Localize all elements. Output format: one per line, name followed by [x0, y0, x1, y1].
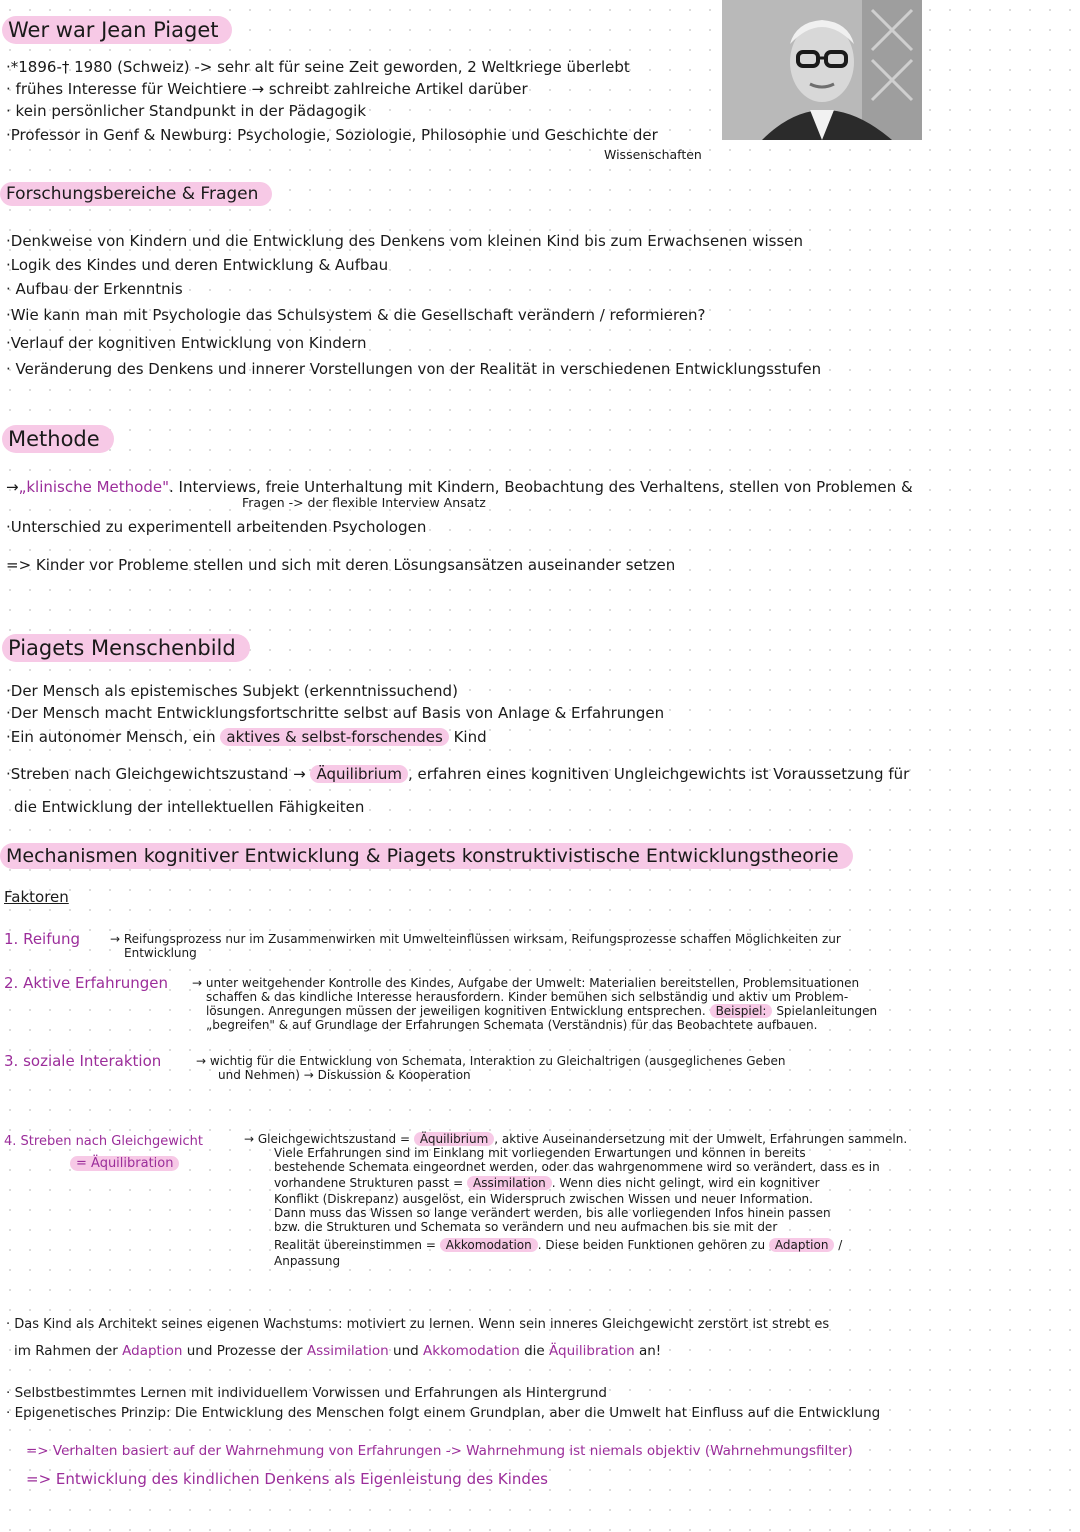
closing-line-4: · Epigenetisches Prinzip: Die Entwicklung des Menschen folgt einem Grundplan, aber die Umwelt hat Einfluss auf die Entwicklung	[6, 1405, 881, 1421]
closing-line-6: => Entwicklung des kindlichen Denkens als Eigenleistung des Kindes	[26, 1470, 548, 1488]
factor-4-assimilation: Assimilation	[467, 1176, 552, 1190]
factor-2-text	[192, 976, 877, 1032]
factor-2-name: 2. Aktive Erfahrungen	[4, 974, 169, 992]
closing-accommodation: Akkomodation	[423, 1343, 520, 1359]
factor-1-label	[4, 930, 80, 948]
research-line-4: ·Wie kann man mit Psychologie das Schulsystem & die Gesellschaft verändern / reformieren?	[6, 306, 706, 324]
bio-line-1: ·*1896-† 1980 (Schweiz) -> sehr alt für seine Zeit geworden, 2 Weltkriege überlebt	[6, 58, 630, 76]
closing-line-2	[14, 1342, 661, 1360]
factor-3-name: 3. soziale Interaktion	[4, 1052, 162, 1070]
heading-mechanisms: Mechanismen kognitiver Entwicklung & Piagets konstruktivistische Entwicklungstheorie	[0, 843, 853, 869]
factor-4-line-8-pre: Realität übereinstimmen =	[274, 1238, 436, 1252]
factors-subtitle: Faktoren	[4, 888, 69, 906]
research-line-3: · Aufbau der Erkenntnis	[6, 280, 183, 298]
closing-line-2-post: an!	[638, 1343, 662, 1359]
factor-2-label	[4, 974, 168, 992]
factor-4-adaption: Adaption	[769, 1238, 835, 1252]
factor-1-line-2: Entwicklung	[124, 946, 197, 960]
factor-4-line-7: bzw. die Strukturen und Schemata so verändern und neu aufmachen bis sie mit der	[274, 1220, 778, 1234]
research-line-1: ·Denkweise von Kindern und die Entwicklung des Denkens vom kleinen Kind bis zum Erwachsenen wissen	[6, 232, 804, 250]
man-line-4-post: , erfahren eines kognitiven Ungleichgewichts ist Voraussetzung für	[408, 765, 910, 783]
man-line-3-pre: ·Ein autonomer Mensch, ein	[6, 728, 216, 746]
factor-4-name: 4. Streben nach Gleichgewicht	[4, 1134, 203, 1149]
factor-4-line-8-mid: . Diese beiden Funktionen gehören zu	[537, 1238, 766, 1252]
method-line-2: ·Unterschied zu experimentell arbeitenden Psychologen	[6, 518, 427, 536]
closing-adaption: Adaption	[122, 1343, 183, 1359]
factor-4-line-2: Viele Erfahrungen sind im Einklang mit vorliegenden Erwartungen und können in bereits	[274, 1146, 806, 1160]
closing-line-2-mid3: die	[524, 1343, 545, 1359]
method-conclusion: => Kinder vor Probleme stellen und sich mit deren Lösungsansätzen auseinander setzen	[6, 556, 676, 574]
method-arrow: →	[6, 478, 19, 496]
closing-assimilation: Assimilation	[306, 1343, 389, 1359]
method-description: . Interviews, freie Unterhaltung mit Kindern, Beobachtung des Verhaltens, stellen von Problemen &	[169, 478, 913, 496]
factor-2-line-3: lösungen. Anregungen müssen der jeweiligen kognitiven Entwicklung entsprechen.	[206, 1004, 706, 1018]
man-line-3-post: Kind	[453, 728, 487, 746]
bio-line-3: · kein persönlicher Standpunkt in der Pädagogik	[6, 102, 366, 120]
factor-1-name: 1. Reifung	[4, 930, 81, 948]
closing-line-2-mid1: und Prozesse der	[186, 1343, 303, 1359]
man-line-4-pre: ·Streben nach Gleichgewichtszustand →	[6, 765, 306, 783]
man-line-4	[6, 765, 909, 783]
research-line-2: ·Logik des Kindes und deren Entwicklung & Aufbau	[6, 256, 389, 274]
factor-4-sub	[70, 1156, 179, 1171]
factor-4-line-5: Konflikt (Diskrepanz) ausgelöst, ein Widerspruch zwischen Wissen und neuer Information.	[274, 1192, 813, 1206]
factor-3-line-2: und Nehmen) → Diskussion & Kooperation	[218, 1068, 471, 1082]
method-line-1-cont: Fragen -> der flexible Interview Ansatz	[242, 495, 486, 510]
factor-4-intro: → Gleichgewichtszustand =	[244, 1132, 411, 1146]
factor-4-line-4-post: . Wenn dies nicht gelingt, wird ein kognitiver	[551, 1176, 820, 1190]
factor-3-label	[4, 1052, 161, 1070]
method-term: „klinische Methode"	[18, 478, 169, 496]
bio-line-4-cont: Wissenschaften	[604, 147, 702, 162]
factor-3-line-1: → wichtig für die Entwicklung von Schemata, Interaktion zu Gleichaltrigen (ausgeglichenes Geben	[196, 1054, 786, 1068]
factor-4-label	[4, 1134, 203, 1149]
factor-4-line-4-pre: vorhandene Strukturen passt =	[274, 1176, 464, 1190]
closing-line-3: · Selbstbestimmtes Lernen mit individuellem Vorwissen und Erfahrungen als Hintergrund	[6, 1385, 607, 1401]
closing-line-2-mid2: und	[393, 1343, 419, 1359]
man-line-3-highlight: aktives & selbst-forschendes	[220, 728, 448, 746]
portrait-photo	[722, 0, 922, 140]
factor-4-line-9: Anpassung	[274, 1254, 341, 1268]
portrait-illustration	[722, 0, 922, 140]
factor-4-text	[244, 1132, 907, 1268]
bio-line-4: ·Professor in Genf & Newburg: Psychologie, Soziologie, Philosophie und Geschichte der	[6, 126, 658, 144]
heading-image-of-man: Piagets Menschenbild	[2, 634, 250, 662]
research-line-6: · Veränderung des Denkens und innerer Vorstellungen von der Realität in verschiedenen Entwicklungsstufen	[6, 360, 822, 378]
heading-method: Methode	[2, 425, 114, 453]
factor-2-example-label: Beispiel:	[710, 1004, 773, 1018]
man-line-4-cont: die Entwicklung der intellektuellen Fähigkeiten	[14, 798, 365, 816]
heading-research: Forschungsbereiche & Fragen	[0, 182, 272, 206]
factor-2-example-text: Spielanleitungen	[776, 1004, 878, 1018]
closing-line-1: · Das Kind als Architekt seines eigenen Wachstums: motiviert zu lernen. Wenn sein inneres Gleichgewicht zerstört ist strebt es	[6, 1317, 830, 1332]
closing-line-2-pre: im Rahmen der	[14, 1343, 118, 1359]
factor-1-text	[110, 932, 841, 960]
factor-4-line-3: bestehende Schemata eingeordnet werden, oder das wahrgenommene wird so verändert, dass es in	[274, 1160, 880, 1174]
factor-4-line-8-post: /	[838, 1238, 843, 1252]
closing-equilibration: Äquilibration	[549, 1343, 635, 1359]
man-line-2: ·Der Mensch macht Entwicklungsfortschritte selbst auf Basis von Anlage & Erfahrungen	[6, 704, 665, 722]
closing-line-5: => Verhalten basiert auf der Wahrnehmung von Erfahrungen -> Wahrnehmung ist niemals objektiv (Wahrnehmungsfilter)	[26, 1443, 853, 1459]
factor-2-line-2: schaffen & das kindliche Interesse herausfordern. Kinder bemühen sich selbständig und aktiv um Problem-	[206, 990, 849, 1004]
research-line-5: ·Verlauf der kognitiven Entwicklung von Kindern	[6, 334, 367, 352]
factor-2-line-4: „begreifen" & auf Grundlage der Erfahrungen Schemata (Verständnis) für das Beobachtete aufbauen.	[206, 1018, 818, 1032]
man-line-4-highlight: Äquilibrium	[310, 765, 408, 783]
factor-2-line-1: → unter weitgehender Kontrolle des Kindes, Aufgabe der Umwelt: Materialien bereitstellen, Problemsituationen	[192, 976, 860, 990]
factor-4-equilibrium: Äquilibrium	[414, 1132, 494, 1146]
man-line-1: ·Der Mensch als epistemisches Subjekt (erkenntnissuchend)	[6, 682, 458, 700]
method-line-1	[6, 478, 913, 496]
factor-1-line-1: → Reifungsprozess nur im Zusammenwirken mit Umwelteinflüssen wirksam, Reifungsprozesse schaffen Möglichkeiten zur	[110, 932, 841, 946]
factor-3-text	[196, 1054, 786, 1082]
heading-who-was-piaget: Wer war Jean Piaget	[2, 16, 232, 44]
man-line-3	[6, 728, 487, 746]
factor-4-intro-post: , aktive Auseinandersetzung mit der Umwelt, Erfahrungen sammeln.	[494, 1132, 908, 1146]
bio-line-2: · frühes Interesse für Weichtiere → schreibt zahlreiche Artikel darüber	[6, 80, 528, 98]
factor-4-sub-text: = Äquilibration	[70, 1156, 179, 1171]
factor-4-accommodation: Akkomodation	[440, 1238, 538, 1252]
factor-4-line-6: Dann muss das Wissen so lange verändert werden, bis alle vorliegenden Infos hinein passen	[274, 1206, 831, 1220]
